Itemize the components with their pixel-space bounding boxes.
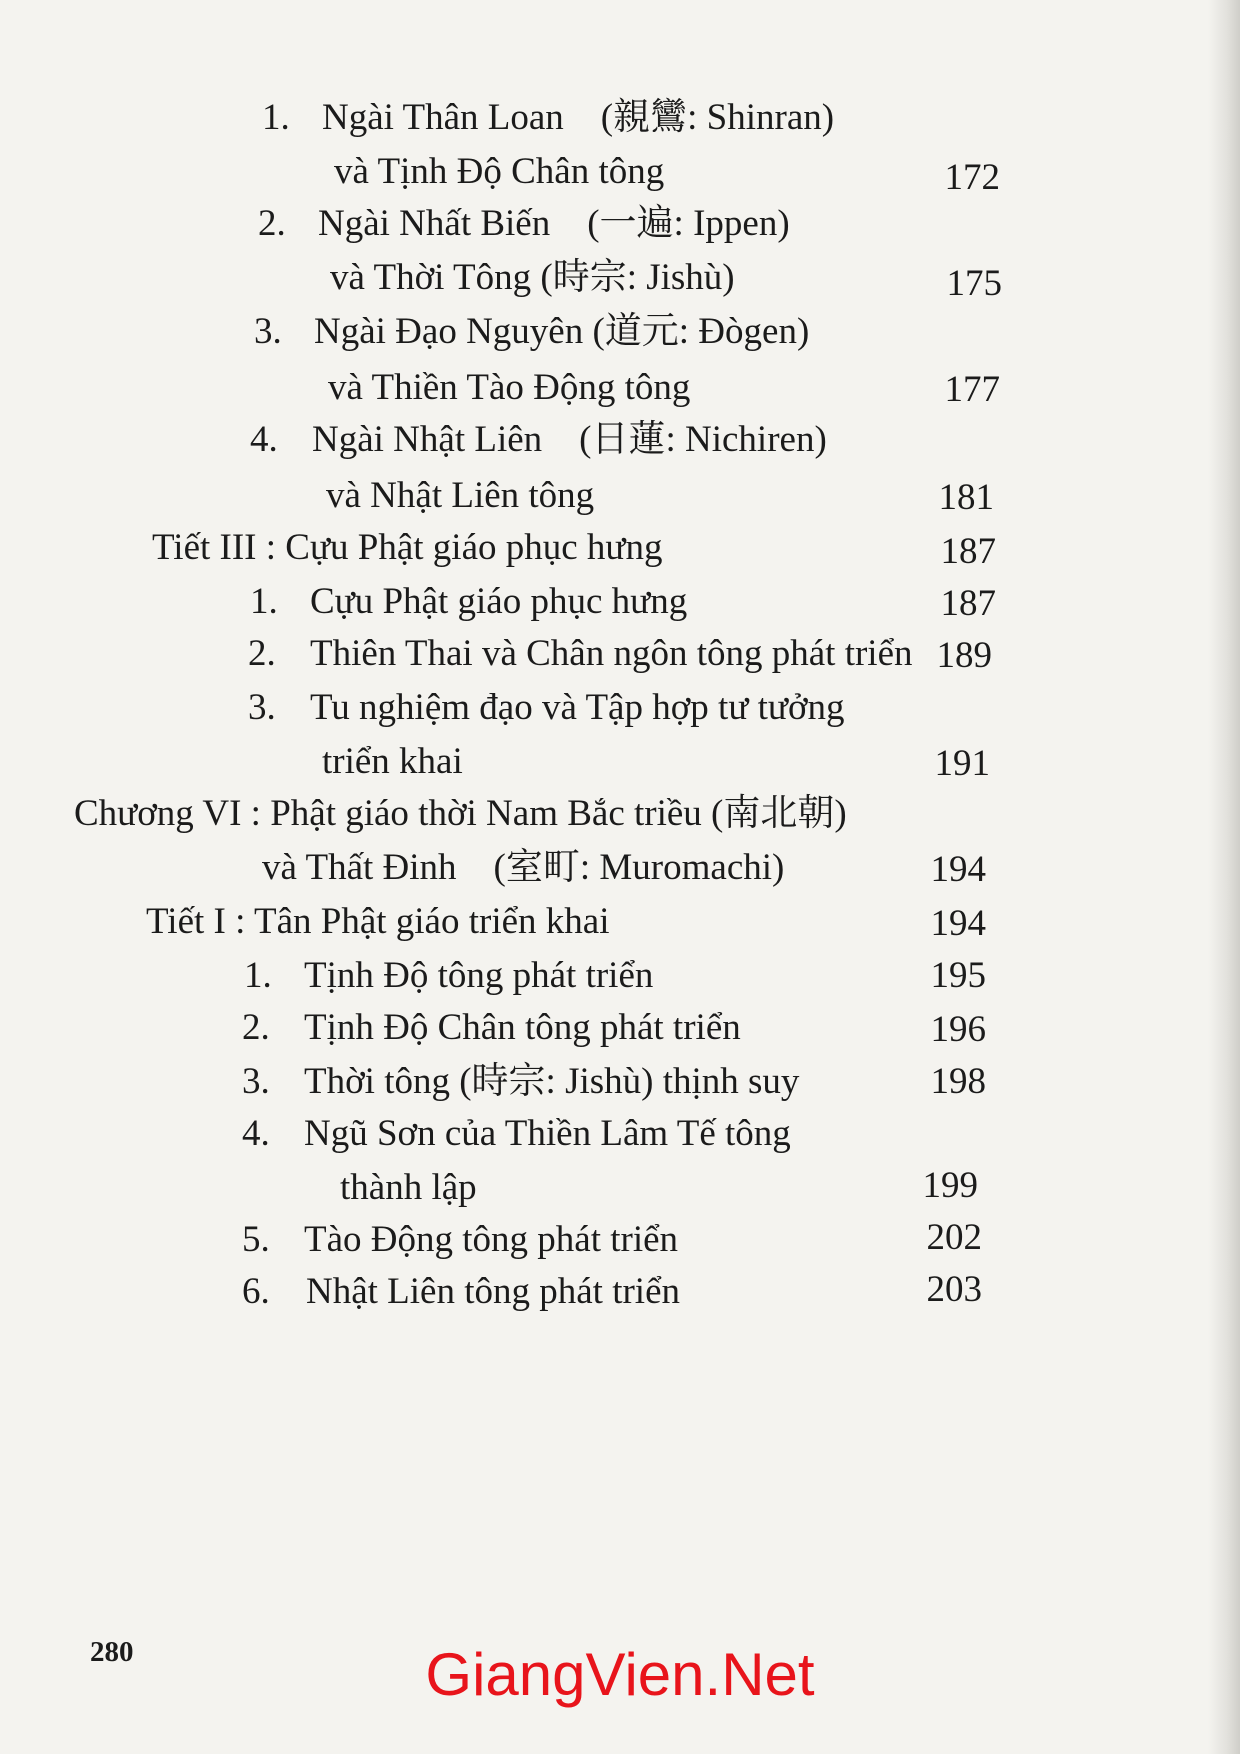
entry-label: thành lập	[340, 1167, 477, 1208]
entry-number: 3.	[242, 1061, 270, 1102]
entry-page: 203	[926, 1269, 982, 1310]
entry-number: 2.	[242, 1007, 270, 1048]
entry-label: và Thiền Tào Động tông	[328, 367, 691, 408]
entry-number: 1.	[250, 581, 278, 622]
entry-label: Tịnh Độ tông phát triển	[304, 955, 654, 996]
entry-label: Ngũ Sơn của Thiền Lâm Tế tông	[304, 1113, 791, 1154]
entry-label: Nhật Liên tông phát triển	[306, 1271, 681, 1312]
page-edge-shadow	[1208, 0, 1240, 1754]
entry-label: Tiết I : Tân Phật giáo triển khai	[146, 901, 610, 942]
entry-label: và Thất Đinh (室町: Muromachi)	[262, 847, 785, 888]
entry-number: 1.	[262, 97, 290, 138]
entry-label: Ngài Nhật Liên (日蓮: Nichiren)	[312, 419, 827, 460]
entry-label: Tào Động tông phát triển	[304, 1219, 679, 1260]
entry-page: 175	[946, 263, 1002, 304]
entry-number: 3.	[248, 687, 276, 728]
entry-number: 6.	[242, 1271, 270, 1312]
entry-page: 194	[930, 849, 986, 890]
entry-label: triển khai	[322, 741, 463, 782]
entry-label: Chương VI : Phật giáo thời Nam Bắc triều (南北朝)	[74, 793, 847, 834]
entry-page: 181	[938, 477, 994, 518]
entry-label: Ngài Nhất Biến (一遍: Ippen)	[318, 203, 790, 244]
entry-page: 187	[940, 531, 996, 572]
entry-label: Thiên Thai và Chân ngôn tông phát triển	[310, 633, 913, 674]
page-number: 280	[90, 1636, 134, 1668]
entry-page: 187	[940, 583, 996, 624]
entry-page: 199	[922, 1165, 978, 1206]
entry-number: 4.	[242, 1113, 270, 1154]
entry-page: 194	[930, 903, 986, 944]
entry-page: 189	[936, 635, 992, 676]
entry-number: 4.	[250, 419, 278, 460]
entry-label: và Tịnh Độ Chân tông	[334, 151, 665, 192]
entry-page: 195	[930, 955, 986, 996]
entry-page: 191	[934, 743, 990, 784]
watermark-text: GiangVien.Net	[425, 1641, 815, 1708]
entry-label: Ngài Đạo Nguyên (道元: Đògen)	[314, 311, 810, 352]
entry-number: 5.	[242, 1219, 270, 1260]
entry-number: 1.	[244, 955, 272, 996]
entry-label: Tiết III : Cựu Phật giáo phục hưng	[152, 527, 663, 568]
entry-label: Tu nghiệm đạo và Tập hợp tư tưởng	[310, 687, 845, 728]
entry-label: và Thời Tông (時宗: Jishù)	[330, 257, 735, 298]
entry-page: 177	[944, 369, 1000, 410]
entry-label: và Nhật Liên tông	[326, 475, 595, 516]
entry-number: 3.	[254, 311, 282, 352]
entry-page: 198	[930, 1061, 986, 1102]
entry-number: 2.	[258, 203, 286, 244]
entry-label: Tịnh Độ Chân tông phát triển	[304, 1007, 741, 1048]
entry-page: 196	[930, 1009, 986, 1050]
entry-label: Thời tông (時宗: Jishù) thịnh suy	[304, 1061, 800, 1102]
entry-page: 172	[944, 157, 1000, 198]
entry-label: Cựu Phật giáo phục hưng	[310, 581, 688, 622]
entry-label: Ngài Thân Loan (親鸞: Shinran)	[322, 97, 835, 138]
entry-number: 2.	[248, 633, 276, 674]
entry-page: 202	[926, 1217, 982, 1258]
